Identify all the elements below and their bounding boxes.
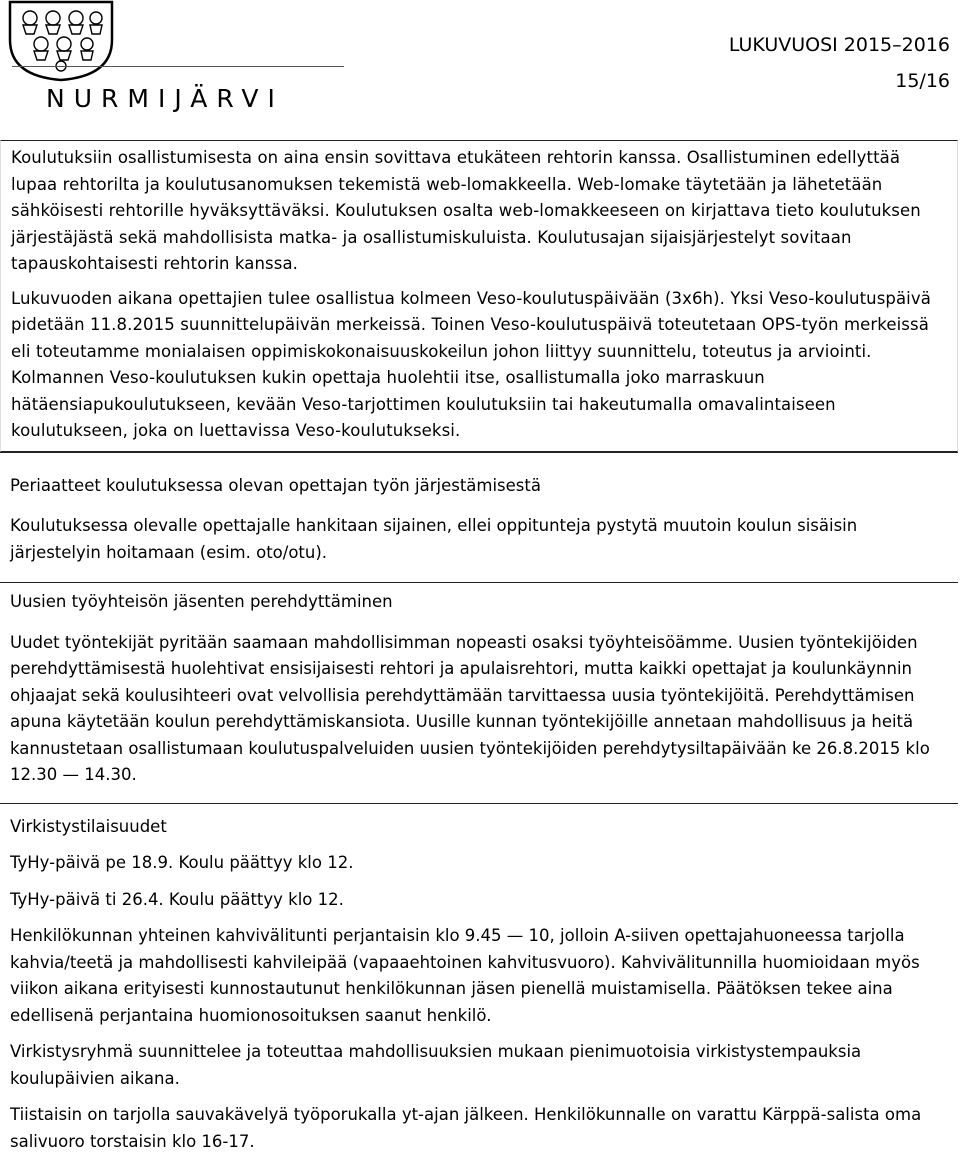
logo-wordmark: NURMIJÄRVI [46, 84, 284, 113]
section-teacher-work-arrangement [0, 452, 958, 583]
section-body: Koulutuksessa olevalle opettajalle hankitaan sijainen, ellei oppitunteja pystytä muutoin koulun sisäisin järjestelyin hoitamaan (esim. oto/otu). [10, 516, 858, 562]
recreation-item: Tiistaisin on tarjolla sauvakävelyä työporukalla yt-ajan jälkeen. Henkilökunnalle on varattu Kärppä-salista oma salivuoro torstaisin klo 16-17. [10, 1105, 922, 1151]
recreation-item: Henkilökunnan yhteinen kahvivälitunti perjantaisin klo 9.45 — 10, jolloin A-siiven opettajahuoneessa tarjolla kahvia/teetä ja mahdollisesti kahvileipää (vapaaehtoinen kahvitusvuoro). Kahvivälitunnilla huomioidaan myös viikon aikana erityisesti kunnostautunut henkilökunnan jäsen pienellä muistamisella. Päätöksen tekee aina edellisenä perjantaina huomionosoituksen saanut henkilö. [10, 926, 920, 1025]
school-year-label: LUKUVUOSI 2015–2016 [728, 34, 950, 56]
section-recreation [0, 803, 958, 1160]
training-paragraph-1: Koulutuksiin osallistumisesta on aina ensin sovittava etukäteen rehtorin kanssa. Osallistuminen edellyttää lupaa rehtorilta ja koulutusanomuksen tekemistä web-lomakkeella. Web-lomake täytetään ja lähetetään sähköisesti rehtorille hyväksyttäväksi. Koulutuksen osalta web-lomakkeeseen on kirjattava tieto koulutuksen järjestäjästä sekä mahdollisista matka- ja osallistumiskuluista. Koulutusajan sijaisjärjestelyt sovitaan tapauskohtaisesti rehtorin kanssa. [11, 148, 921, 273]
section-heading: Virkistystilaisuudet [10, 816, 167, 836]
training-paragraph-2: Lukuvuoden aikana opettajien tulee osallistua kolmeen Veso-koulutuspäivään (3x6h). Yksi Veso-koulutuspäivä pidetään 11.8.2015 suunnittelupäivän merkeissä. Toinen Veso-koulutuspäivä toteutetaan OPS-työn merkeissä eli toteutamme monialaisen oppimiskokonaisuuskokeilun johon liittyy suunnittelu, toteutus ja arviointi. Kolmannen Veso-koulutuksen kukin opettaja huolehtii itse, osallistumalla joko marraskuun hätäensiapukoulutukseen, kevään Veso-tarjottimen koulutuksiin tai hakeutumalla omavalintaiseen koulutukseen, joka on luettavissa Veso-koulutukseksi. [11, 288, 931, 440]
logo-rule [12, 66, 344, 67]
section-onboarding [0, 582, 958, 803]
coat-of-arms-icon [8, 0, 114, 82]
nurmijarvi-logo [8, 0, 348, 112]
page-header [0, 0, 960, 118]
training-info-box [0, 140, 958, 452]
section-body: Uudet työntekijät pyritään saamaan mahdollisimman nopeasti osaksi työyhteisöämme. Uusien työntekijöiden perehdyttämisestä huolehtivat ensisijaisesti rehtori ja apulaisrehtori, mutta kaikki opettajat ja koulunkäynnin ohjaajat sekä koulusihteeri ovat velvollisia perehdyttämään tarvittaessa uusia työntekijöitä. Perehdyttämisen apuna käytetään koulun perehdyttämiskansiota. Uusille kunnan työntekijöille annetaan mahdollisuus ja heitä kannustetaan osallistumaan koulutuspalveluiden uusien työntekijöiden perehdytysiltapäivään ke 26.8.2015 klo 12.30 — 14.30. [10, 632, 930, 784]
page-number: 15/16 [895, 70, 950, 92]
recreation-item: Virkistysryhmä suunnittelee ja toteuttaa mahdollisuuksien mukaan pienimuotoisia virkistystempauksia koulupäivien aikana. [10, 1042, 862, 1088]
recreation-item: TyHy-päivä ti 26.4. Koulu päättyy klo 12. [10, 889, 344, 909]
recreation-item: TyHy-päivä pe 18.9. Koulu päättyy klo 12. [10, 853, 354, 872]
section-heading: Periaatteet koulutuksessa olevan opettajan työn järjestämisestä [10, 475, 541, 495]
section-heading: Uusien työyhteisön jäsenten perehdyttäminen [10, 592, 393, 611]
page-content [0, 140, 958, 1159]
